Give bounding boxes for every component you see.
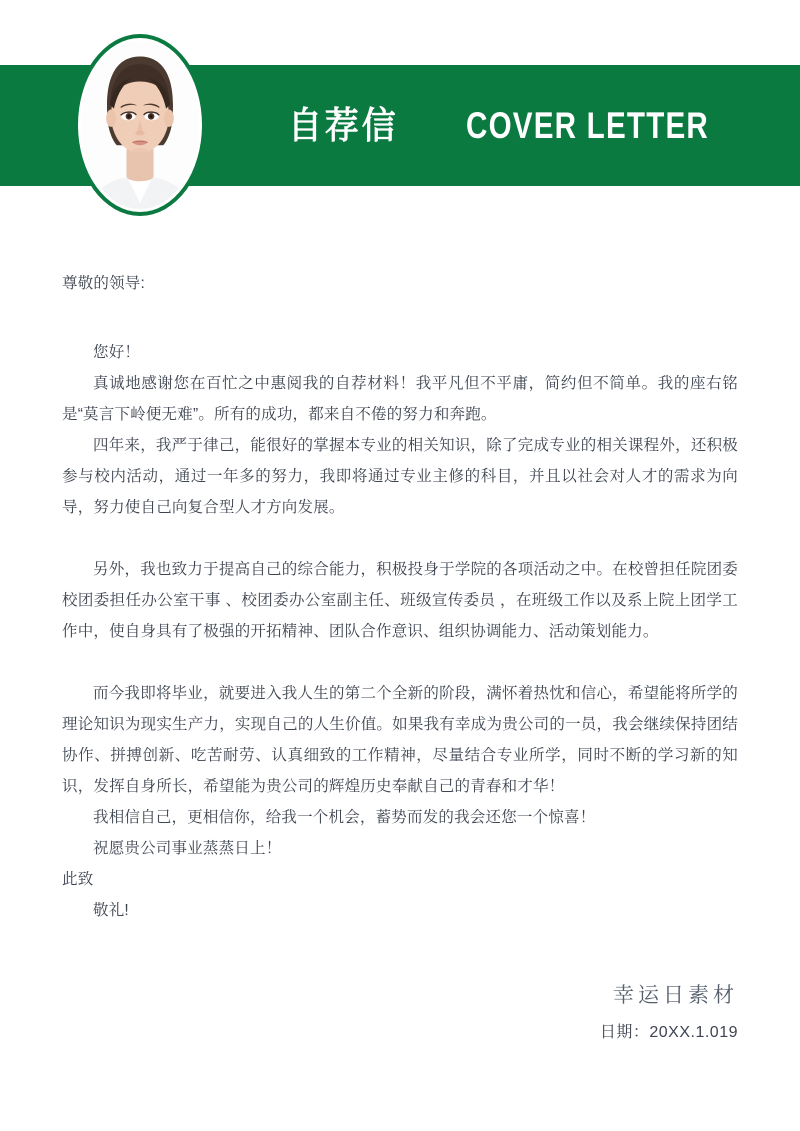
spacer	[62, 523, 738, 554]
closing-line-1: 我相信自己，更相信你，给我一个机会，蓄势而发的我会还您一个惊喜！	[93, 809, 596, 826]
avatar-inner-ring	[81, 41, 199, 209]
closing-line-2: 祝愿贵公司事业蒸蒸日上！	[93, 840, 282, 857]
portrait-photo-icon	[81, 41, 199, 209]
salute-value: 敬礼!	[93, 902, 129, 919]
signature-block	[600, 980, 738, 1048]
paragraph-1: 真诚地感谢您在百忙之中惠阅我的自荐材料！我平凡但不平庸，简约但不简单。我的座右铭是“莫言下岭便无难”。所有的成功，都来自不倦的努力和奔跑。	[62, 375, 738, 423]
letter-body	[62, 268, 738, 926]
salutation: 尊敬的领导:	[62, 275, 146, 292]
greeting: 您好！	[93, 344, 141, 361]
avatar	[74, 34, 206, 216]
signature-date: 日期：20XX.1.019	[599, 1024, 738, 1041]
spacer	[62, 299, 738, 337]
spacer	[62, 647, 738, 678]
signature-name: 幸运日素材	[613, 983, 738, 1007]
paragraph-4: 而今我即将毕业，就要进入我人生的第二个全新的阶段，满怀着热忱和信心，希望能将所学的理论知识为现实生产力，实现自己的人生价值。如果我有幸成为贵公司的一员，我会继续保持团结协作、拼搏创新、吃苦耐劳、认真细致的工作精神，尽量结合专业所学，同时不断的学习新的知识，发挥自身所长，希望能为贵公司的辉煌历史奉献自己的青春和才华！	[62, 685, 738, 795]
paragraph-2: 四年来，我严于律己，能很好的掌握本专业的相关知识，除了完成专业的相关课程外，还积极参与校内活动，通过一年多的努力，我即将通过专业主修的科目，并且以社会对人才的需求为向导，努力使自己向复合型人才方向发展。	[62, 437, 738, 516]
page-title-cn: 自荐信	[288, 105, 399, 146]
page-title-en: COVER LETTER	[466, 105, 709, 146]
paragraph-3: 另外，我也致力于提高自己的综合能力，积极投身于学院的各项活动之中。在校曾担任院团委校团委担任办公室干事 、校团委办公室副主任、班级宣传委员 ，在班级工作以及系上院上团学工作中，使自身具有了极强的开拓精神、团队合作意识、组织协调能力、活动策划能力。	[62, 561, 738, 640]
salute-label: 此致	[62, 871, 94, 888]
